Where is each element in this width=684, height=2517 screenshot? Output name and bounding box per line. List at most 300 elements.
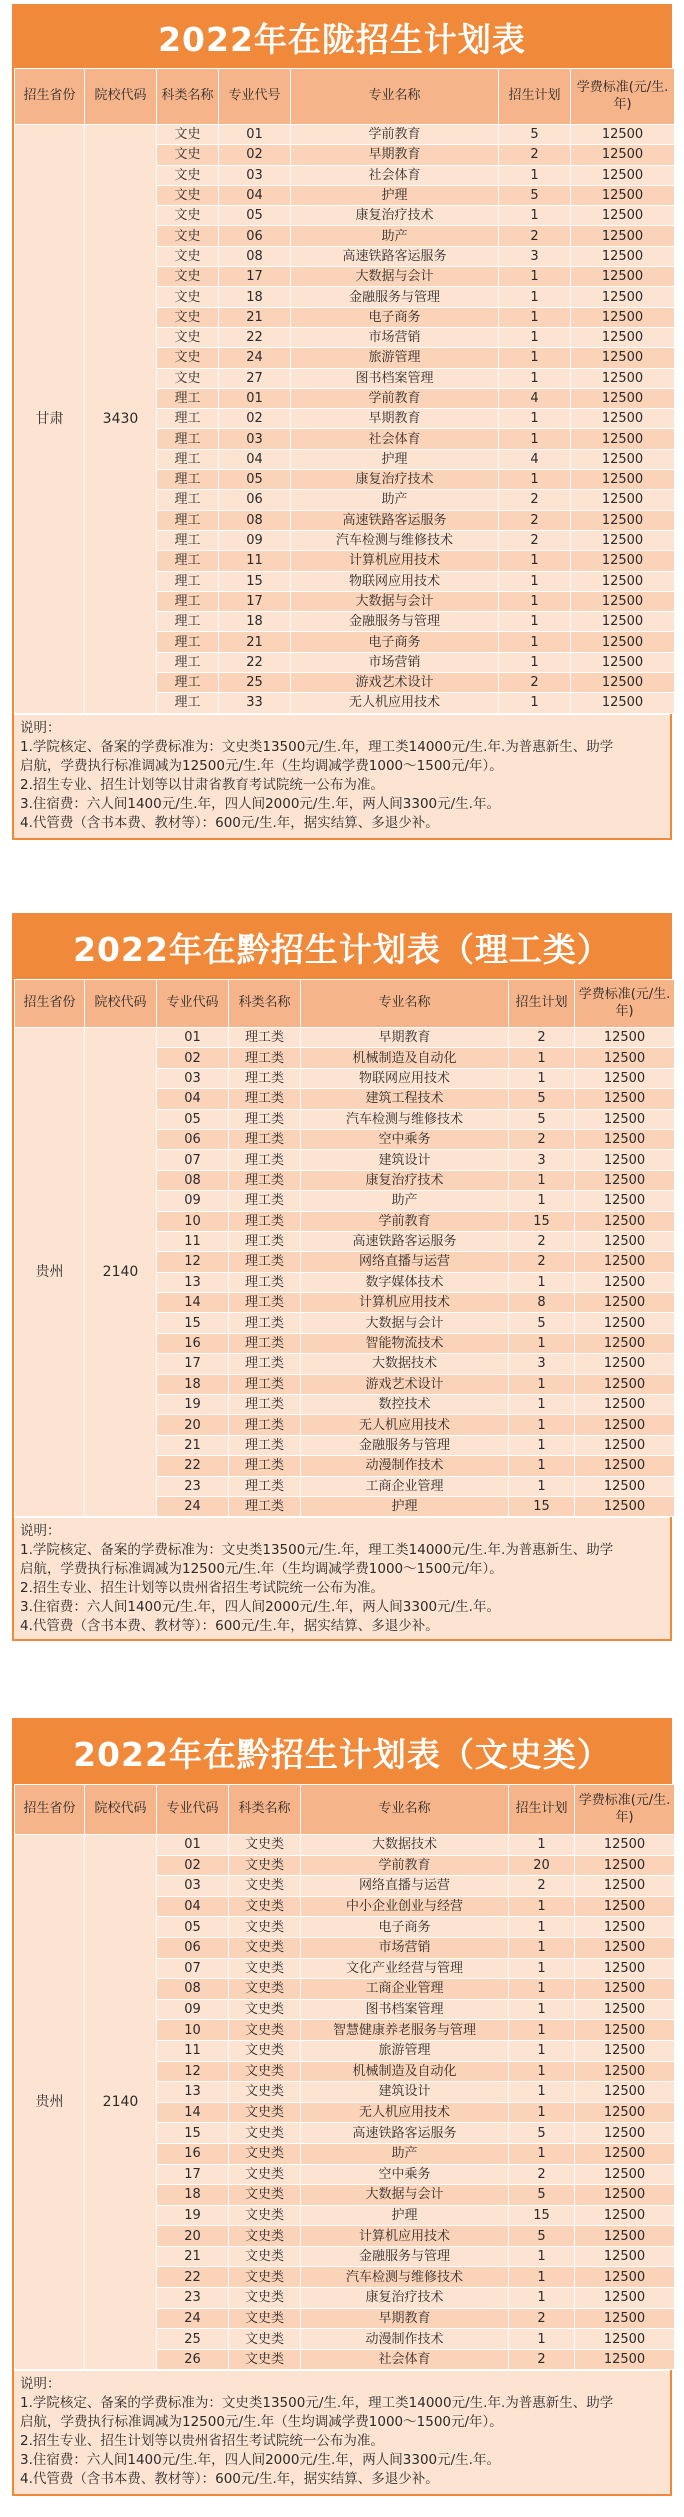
plan-cell: 1 [509, 1435, 575, 1455]
major-code-cell: 05 [157, 1109, 229, 1129]
category-cell: 文史 [157, 307, 219, 327]
tuition-cell: 12500 [575, 1979, 675, 2000]
tuition-cell: 12500 [575, 1129, 675, 1149]
major-code-cell: 10 [157, 2020, 229, 2041]
tuition-cell: 12500 [575, 2102, 675, 2123]
tuition-cell: 12500 [575, 2061, 675, 2082]
major-code-cell: 09 [157, 1191, 229, 1211]
plan-cell: 1 [499, 551, 571, 571]
note-line: 4.代管费（含书本费、教材等）：600元/生.年，据实结算、多退少补。 [20, 1618, 439, 1635]
category-cell: 文史类 [229, 2226, 301, 2247]
major-name-cell: 中小企业创业与经营 [301, 1896, 509, 1917]
category-cell: 文史 [157, 348, 219, 368]
category-cell: 理工类 [229, 1109, 301, 1129]
category-cell: 理工类 [229, 1415, 301, 1435]
major-name-cell: 电子商务 [291, 307, 499, 327]
category-cell: 理工 [157, 693, 219, 713]
major-name-cell: 空中乘务 [301, 1129, 509, 1149]
plan-cell: 1 [499, 632, 571, 652]
tuition-cell: 12500 [571, 327, 675, 347]
plan-cell: 1 [509, 2246, 575, 2267]
tuition-cell: 12500 [575, 1231, 675, 1251]
tuition-cell: 12500 [575, 1496, 675, 1516]
category-cell: 理工 [157, 652, 219, 672]
plan-cell: 5 [509, 1313, 575, 1333]
tuition-cell: 12500 [571, 307, 675, 327]
major-name-cell: 数字媒体技术 [301, 1272, 509, 1292]
major-code-cell: 04 [157, 1896, 229, 1917]
table-header-row [15, 69, 675, 125]
category-cell: 文史 [157, 206, 219, 226]
category-cell: 文史类 [229, 2205, 301, 2226]
header-major-code: 专业代码 [157, 980, 229, 1028]
guizhou-arts-notes [14, 2370, 670, 2494]
tuition-cell: 12500 [575, 1048, 675, 1068]
category-cell: 文史 [157, 287, 219, 307]
header-major-name: 专业名称 [291, 69, 499, 125]
major-name-cell: 旅游管理 [291, 348, 499, 368]
major-name-cell: 图书档案管理 [291, 368, 499, 388]
major-name-cell: 助产 [301, 1191, 509, 1211]
major-name-cell: 康复治疗技术 [301, 2288, 509, 2309]
major-name-cell: 电子商务 [301, 1917, 509, 1938]
plan-cell: 5 [509, 2123, 575, 2144]
major-code-cell: 02 [157, 1855, 229, 1876]
major-name-cell: 空中乘务 [301, 2164, 509, 2185]
plan-cell: 1 [499, 165, 571, 185]
category-cell: 理工类 [229, 1048, 301, 1068]
tuition-cell: 12500 [575, 2205, 675, 2226]
plan-cell: 1 [509, 2288, 575, 2309]
category-cell: 文史类 [229, 1855, 301, 1876]
major-code-cell: 08 [157, 1170, 229, 1190]
school-code-cell: 2140 [85, 1835, 157, 2370]
category-cell: 理工 [157, 429, 219, 449]
tuition-cell: 12500 [575, 1958, 675, 1979]
major-name-cell: 大数据技术 [301, 1835, 509, 1856]
major-name-cell: 大数据与会计 [291, 267, 499, 287]
plan-cell: 1 [509, 2040, 575, 2061]
category-cell: 文史 [157, 125, 219, 145]
guizhou-sci-plan-title: 2022年在黔招生计划表（理工类） [14, 915, 670, 979]
plan-cell: 1 [509, 1272, 575, 1292]
major-code-cell: 18 [219, 612, 291, 632]
category-cell: 文史类 [229, 2020, 301, 2041]
province-cell: 贵州 [15, 1835, 85, 2370]
plan-cell: 1 [509, 1374, 575, 1394]
category-cell: 文史类 [229, 1917, 301, 1938]
plan-cell: 1 [499, 470, 571, 490]
category-cell: 文史类 [229, 2329, 301, 2350]
tuition-cell: 12500 [571, 429, 675, 449]
plan-cell: 3 [509, 1150, 575, 1170]
major-code-cell: 18 [157, 1374, 229, 1394]
major-name-cell: 早期教育 [291, 145, 499, 165]
major-name-cell: 智慧健康养老服务与管理 [301, 2020, 509, 2041]
category-cell: 理工类 [229, 1435, 301, 1455]
plan-cell: 1 [509, 2102, 575, 2123]
major-code-cell: 03 [219, 165, 291, 185]
category-cell: 理工类 [229, 1150, 301, 1170]
major-name-cell: 旅游管理 [301, 2040, 509, 2061]
table-header-row [15, 980, 675, 1028]
plan-cell: 5 [509, 2185, 575, 2206]
plan-cell: 1 [499, 429, 571, 449]
tuition-cell: 12500 [575, 1333, 675, 1353]
plan-cell: 1 [499, 307, 571, 327]
tuition-cell: 12500 [575, 2288, 675, 2309]
plan-cell: 2 [509, 1129, 575, 1149]
province-cell: 贵州 [15, 1028, 85, 1517]
major-code-cell: 17 [157, 1354, 229, 1374]
tuition-cell: 12500 [575, 1374, 675, 1394]
header-plan: 招生计划 [509, 1785, 575, 1835]
header-category: 科类名称 [229, 1785, 301, 1835]
header-plan: 招生计划 [509, 980, 575, 1028]
note-line: 1.学院核定、备案的学费标准为：文史类13500元/生.年，理工类14000元/生.年.为普惠新生、助学 [20, 738, 614, 755]
major-code-cell: 16 [157, 2143, 229, 2164]
header-province: 招生省份 [15, 980, 85, 1028]
category-cell: 理工类 [229, 1293, 301, 1313]
table-header-row [15, 1785, 675, 1835]
major-code-cell: 13 [157, 1272, 229, 1292]
plan-cell: 1 [509, 2020, 575, 2041]
tuition-cell: 12500 [575, 2267, 675, 2288]
major-name-cell: 社会体育 [291, 165, 499, 185]
major-name-cell: 大数据与会计 [301, 2185, 509, 2206]
tuition-cell: 12500 [571, 612, 675, 632]
major-name-cell: 学前教育 [301, 1855, 509, 1876]
table-row [15, 125, 675, 145]
note-line: 启航，学费执行标准调减为12500元/生.年（生均调减学费1000～1500元/年）。 [20, 2414, 503, 2431]
tuition-cell: 12500 [575, 2185, 675, 2206]
major-code-cell: 15 [157, 1313, 229, 1333]
tuition-cell: 12500 [571, 287, 675, 307]
category-cell: 理工类 [229, 1496, 301, 1516]
major-name-cell: 机械制造及自动化 [301, 2061, 509, 2082]
plan-cell: 20 [509, 1855, 575, 1876]
header-school-code: 院校代码 [85, 980, 157, 1028]
note-line: 启航，学费执行标准调减为12500元/生.年（生均调减学费1000～1500元/年）。 [20, 1561, 503, 1578]
tuition-cell: 12500 [575, 1999, 675, 2020]
major-code-cell: 22 [219, 327, 291, 347]
plan-cell: 1 [509, 2329, 575, 2350]
plan-cell: 1 [499, 267, 571, 287]
major-code-cell: 08 [157, 1979, 229, 2000]
major-name-cell: 网络直播与运营 [301, 1876, 509, 1897]
major-code-cell: 03 [219, 429, 291, 449]
header-school-code: 院校代码 [85, 69, 157, 125]
gansu-plan-title: 2022年在陇招生计划表 [14, 6, 670, 68]
guizhou-sci-plan-table [14, 979, 675, 1517]
major-name-cell: 康复治疗技术 [301, 1170, 509, 1190]
major-code-cell: 02 [219, 145, 291, 165]
major-name-cell: 物联网应用技术 [291, 571, 499, 591]
category-cell: 理工 [157, 591, 219, 611]
tuition-cell: 12500 [575, 2040, 675, 2061]
tuition-cell: 12500 [575, 1855, 675, 1876]
note-line: 4.代管费（含书本费、教材等）：600元/生.年，据实结算、多退少补。 [20, 2471, 439, 2488]
guizhou-arts-plan-panel [12, 1718, 672, 2496]
category-cell: 理工类 [229, 1129, 301, 1149]
tuition-cell: 12500 [571, 145, 675, 165]
major-code-cell: 03 [157, 1876, 229, 1897]
major-name-cell: 金融服务与管理 [301, 1435, 509, 1455]
category-cell: 文史类 [229, 1876, 301, 1897]
plan-cell: 1 [499, 652, 571, 672]
tuition-cell: 12500 [575, 1089, 675, 1109]
note-line: 3.住宿费：六人间1400元/生.年，四人间2000元/生.年，两人间3300元/生.年。 [20, 795, 500, 812]
plan-cell: 2 [509, 2349, 575, 2370]
note-line: 1.学院核定、备案的学费标准为：文史类13500元/生.年，理工类14000元/生.年.为普惠新生、助学 [20, 2395, 614, 2412]
major-name-cell: 高速铁路客运服务 [291, 510, 499, 530]
major-name-cell: 市场营销 [301, 1937, 509, 1958]
category-cell: 理工类 [229, 1272, 301, 1292]
plan-cell: 15 [509, 1496, 575, 1516]
major-code-cell: 04 [157, 1089, 229, 1109]
major-code-cell: 33 [219, 693, 291, 713]
category-cell: 文史类 [229, 2185, 301, 2206]
tuition-cell: 12500 [571, 693, 675, 713]
major-code-cell: 25 [219, 673, 291, 693]
tuition-cell: 12500 [571, 388, 675, 408]
plan-cell: 5 [509, 1109, 575, 1129]
category-cell: 理工类 [229, 1089, 301, 1109]
category-cell: 文史类 [229, 2164, 301, 2185]
major-code-cell: 20 [157, 2226, 229, 2247]
note-line: 1.学院核定、备案的学费标准为：文史类13500元/生.年，理工类14000元/生.年.为普惠新生、助学 [20, 1542, 614, 1559]
category-cell: 文史类 [229, 2102, 301, 2123]
tuition-cell: 12500 [575, 1211, 675, 1231]
plan-cell: 1 [499, 287, 571, 307]
tuition-cell: 12500 [571, 591, 675, 611]
tuition-cell: 12500 [575, 2246, 675, 2267]
plan-cell: 2 [509, 2164, 575, 2185]
tuition-cell: 12500 [575, 1415, 675, 1435]
category-cell: 文史类 [229, 1896, 301, 1917]
notes-heading: 说明： [20, 1523, 61, 1540]
category-cell: 理工类 [229, 1068, 301, 1088]
major-code-cell: 15 [157, 2123, 229, 2144]
major-name-cell: 早期教育 [301, 2308, 509, 2329]
header-major-code: 专业代号 [219, 69, 291, 125]
major-code-cell: 11 [157, 2040, 229, 2061]
major-name-cell: 图书档案管理 [301, 1999, 509, 2020]
major-name-cell: 汽车检测与维修技术 [291, 530, 499, 550]
major-code-cell: 06 [157, 1937, 229, 1958]
plan-cell: 1 [499, 409, 571, 429]
major-code-cell: 17 [219, 591, 291, 611]
tuition-cell: 12500 [575, 2349, 675, 2370]
tuition-cell: 12500 [571, 470, 675, 490]
category-cell: 文史 [157, 145, 219, 165]
category-cell: 文史类 [229, 2308, 301, 2329]
major-name-cell: 大数据与会计 [301, 1313, 509, 1333]
major-code-cell: 05 [219, 206, 291, 226]
major-name-cell: 金融服务与管理 [291, 612, 499, 632]
tuition-cell: 12500 [575, 1170, 675, 1190]
header-major-name: 专业名称 [301, 980, 509, 1028]
major-name-cell: 物联网应用技术 [301, 1068, 509, 1088]
major-name-cell: 建筑设计 [301, 1150, 509, 1170]
major-code-cell: 22 [219, 652, 291, 672]
plan-cell: 2 [499, 673, 571, 693]
plan-cell: 1 [509, 1415, 575, 1435]
major-code-cell: 01 [219, 388, 291, 408]
header-major-code: 专业代码 [157, 1785, 229, 1835]
major-name-cell: 护理 [291, 185, 499, 205]
category-cell: 文史类 [229, 2061, 301, 2082]
plan-cell: 1 [509, 1048, 575, 1068]
major-name-cell: 康复治疗技术 [291, 470, 499, 490]
tuition-cell: 12500 [571, 348, 675, 368]
major-code-cell: 10 [157, 1211, 229, 1231]
tuition-cell: 12500 [575, 2164, 675, 2185]
plan-cell: 1 [509, 1191, 575, 1211]
guizhou-arts-plan-table [14, 1784, 675, 2370]
major-name-cell: 康复治疗技术 [291, 206, 499, 226]
major-name-cell: 网络直播与运营 [301, 1252, 509, 1272]
major-name-cell: 计算机应用技术 [301, 1293, 509, 1313]
tuition-cell: 12500 [571, 165, 675, 185]
major-code-cell: 07 [157, 1958, 229, 1979]
major-code-cell: 01 [157, 1835, 229, 1856]
category-cell: 文史类 [229, 2123, 301, 2144]
plan-cell: 5 [499, 185, 571, 205]
plan-cell: 1 [509, 1170, 575, 1190]
major-code-cell: 02 [157, 1048, 229, 1068]
major-name-cell: 游戏艺术设计 [301, 1374, 509, 1394]
major-code-cell: 05 [157, 1917, 229, 1938]
major-name-cell: 社会体育 [291, 429, 499, 449]
major-name-cell: 文化产业经营与管理 [301, 1958, 509, 1979]
category-cell: 理工类 [229, 1476, 301, 1496]
plan-cell: 2 [499, 490, 571, 510]
table-row [15, 1028, 675, 1048]
plan-cell: 2 [509, 1231, 575, 1251]
major-name-cell: 护理 [291, 449, 499, 469]
tuition-cell: 12500 [575, 1313, 675, 1333]
tuition-cell: 12500 [575, 2329, 675, 2350]
tuition-cell: 12500 [571, 226, 675, 246]
major-name-cell: 学前教育 [291, 388, 499, 408]
major-name-cell: 高速铁路客运服务 [301, 2123, 509, 2144]
major-name-cell: 社会体育 [301, 2349, 509, 2370]
major-code-cell: 21 [157, 2246, 229, 2267]
category-cell: 文史类 [229, 1937, 301, 1958]
major-code-cell: 11 [219, 551, 291, 571]
guizhou-arts-plan-title: 2022年在黔招生计划表（文史类） [14, 1720, 670, 1784]
tuition-cell: 12500 [575, 2226, 675, 2247]
note-line: 3.住宿费：六人间1400元/生.年，四人间2000元/生.年，两人间3300元/生.年。 [20, 1599, 500, 1616]
major-code-cell: 12 [157, 1252, 229, 1272]
category-cell: 理工 [157, 409, 219, 429]
header-plan: 招生计划 [499, 69, 571, 125]
major-name-cell: 建筑设计 [301, 2082, 509, 2103]
tuition-cell: 12500 [575, 1435, 675, 1455]
major-name-cell: 助产 [291, 226, 499, 246]
gansu-plan-table [14, 68, 675, 714]
plan-cell: 1 [499, 591, 571, 611]
plan-cell: 8 [509, 1293, 575, 1313]
major-name-cell: 金融服务与管理 [301, 2246, 509, 2267]
tuition-cell: 12500 [571, 206, 675, 226]
major-code-cell: 14 [157, 2102, 229, 2123]
tuition-cell: 12500 [571, 530, 675, 550]
major-name-cell: 大数据与会计 [291, 591, 499, 611]
tuition-cell: 12500 [571, 267, 675, 287]
plan-cell: 15 [509, 2205, 575, 2226]
plan-cell: 1 [509, 1999, 575, 2020]
major-code-cell: 20 [157, 1415, 229, 1435]
major-code-cell: 09 [219, 530, 291, 550]
major-code-cell: 21 [219, 307, 291, 327]
major-code-cell: 23 [157, 1476, 229, 1496]
major-code-cell: 27 [219, 368, 291, 388]
category-cell: 文史类 [229, 2267, 301, 2288]
tuition-cell: 12500 [571, 125, 675, 145]
plan-cell: 1 [499, 612, 571, 632]
category-cell: 文史类 [229, 2246, 301, 2267]
plan-cell: 4 [499, 449, 571, 469]
major-name-cell: 早期教育 [291, 409, 499, 429]
plan-cell: 1 [509, 1958, 575, 1979]
tuition-cell: 12500 [571, 652, 675, 672]
header-school-code: 院校代码 [85, 1785, 157, 1835]
category-cell: 理工类 [229, 1170, 301, 1190]
major-name-cell: 游戏艺术设计 [291, 673, 499, 693]
major-name-cell: 高速铁路客运服务 [291, 246, 499, 266]
note-line: 2.招生专业、招生计划等以贵州省招生考试院统一公布为准。 [20, 2433, 384, 2450]
tuition-cell: 12500 [571, 673, 675, 693]
plan-cell: 1 [499, 206, 571, 226]
major-name-cell: 助产 [291, 490, 499, 510]
category-cell: 理工类 [229, 1374, 301, 1394]
major-code-cell: 04 [219, 185, 291, 205]
major-code-cell: 19 [157, 1395, 229, 1415]
category-cell: 文史类 [229, 2349, 301, 2370]
gansu-plan-panel [12, 4, 672, 840]
plan-cell: 3 [509, 1354, 575, 1374]
major-name-cell: 早期教育 [301, 1028, 509, 1048]
major-name-cell: 学前教育 [291, 125, 499, 145]
category-cell: 文史类 [229, 1835, 301, 1856]
plan-cell: 1 [509, 1068, 575, 1088]
tuition-cell: 12500 [571, 409, 675, 429]
plan-cell: 1 [509, 2267, 575, 2288]
plan-cell: 2 [499, 510, 571, 530]
tuition-cell: 12500 [575, 1917, 675, 1938]
major-code-cell: 13 [157, 2082, 229, 2103]
major-name-cell: 无人机应用技术 [291, 693, 499, 713]
header-province: 招生省份 [15, 1785, 85, 1835]
plan-cell: 1 [509, 1917, 575, 1938]
major-code-cell: 04 [219, 449, 291, 469]
tuition-cell: 12500 [571, 551, 675, 571]
major-name-cell: 智能物流技术 [301, 1333, 509, 1353]
tuition-cell: 12500 [571, 449, 675, 469]
plan-cell: 1 [509, 1395, 575, 1415]
plan-cell: 2 [509, 2308, 575, 2329]
tuition-cell: 12500 [575, 2082, 675, 2103]
plan-cell: 1 [499, 348, 571, 368]
tuition-cell: 12500 [571, 510, 675, 530]
category-cell: 文史 [157, 327, 219, 347]
plan-cell: 4 [499, 388, 571, 408]
category-cell: 文史类 [229, 2082, 301, 2103]
tuition-cell: 12500 [575, 1835, 675, 1856]
plan-cell: 5 [509, 2226, 575, 2247]
